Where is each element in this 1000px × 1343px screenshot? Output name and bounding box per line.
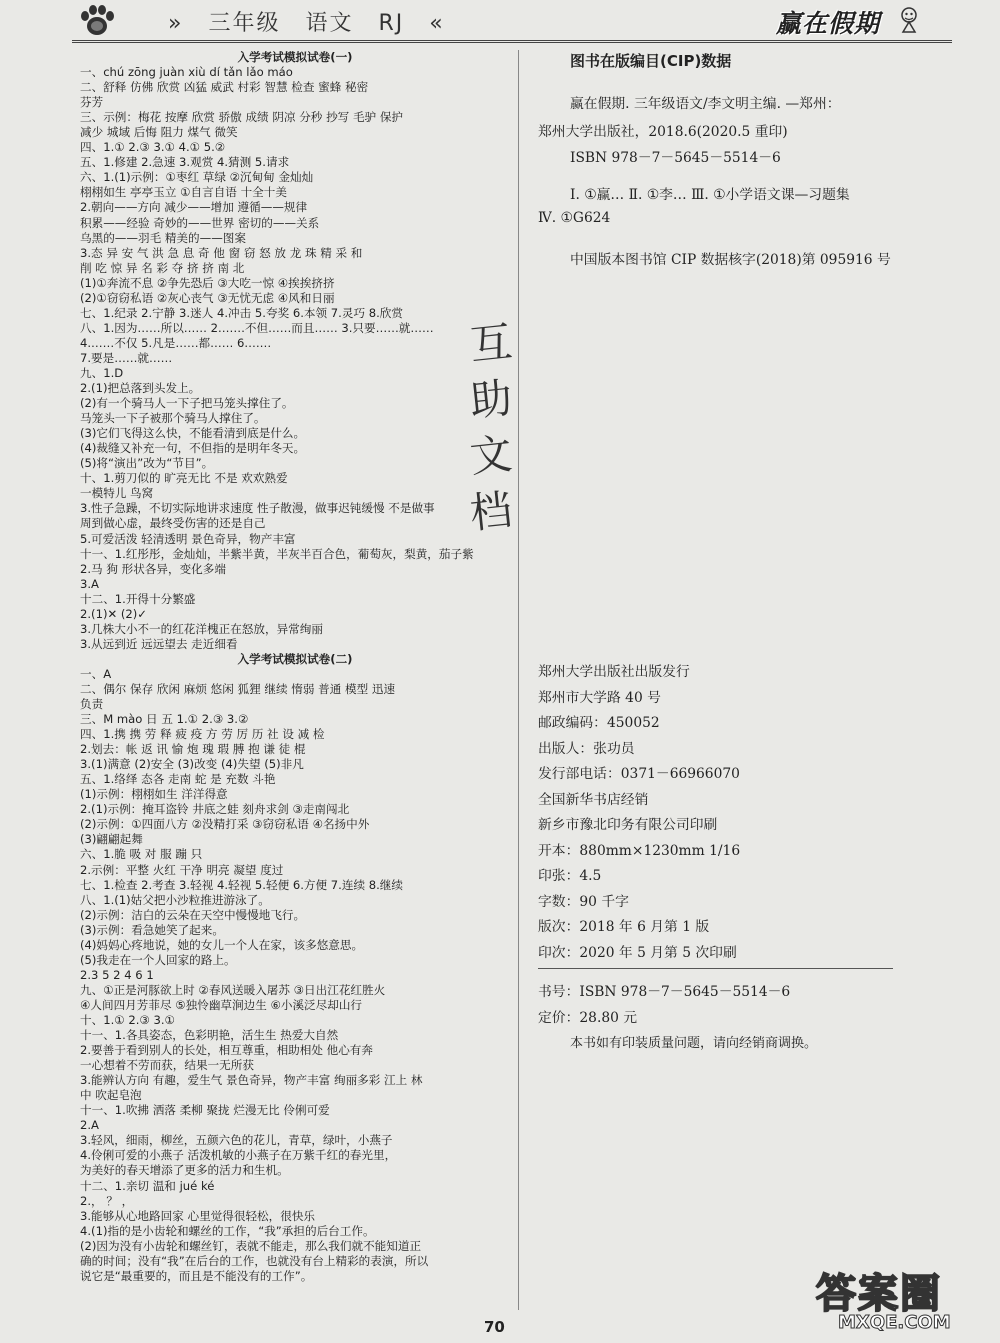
answer-line: 周到做心虚，最终受伤害的还是自己	[80, 516, 266, 531]
answer-line: 五、1.修建 2.急速 3.观赏 4.猜测 5.请求	[80, 155, 290, 170]
answer-line: 五、1.络绎 态各 走南 蛇 是 充数 斗艳	[80, 772, 276, 787]
publication-line: 邮政编码：450052	[538, 715, 660, 731]
handwritten-note	[467, 315, 530, 539]
answer-line: 4.……不仅 5.凡是……都…… 6.……	[80, 335, 272, 350]
answer-line: 一心想着不劳而获，结果一无所获	[80, 1058, 254, 1073]
publication-line: 版次：2018 年 6 月第 1 版	[538, 919, 710, 935]
answer-line: 确的时间；没有“我”在后台的工作，也就没有台上精彩的表演，所以	[80, 1253, 429, 1268]
brand-text: 赢在假期	[776, 9, 881, 38]
watermark-text: 答案圈	[816, 1271, 942, 1317]
paw-logo-icon	[78, 4, 116, 38]
answer-line: 5.可爱活泼 轻清透明 景色奇异，物产丰富	[80, 531, 296, 546]
cip-line: Ⅰ. ①赢… Ⅱ. ①李… Ⅲ. ①小学语文课—习题集	[570, 187, 850, 203]
answer-line: 3.性子急躁，不切实际地讲求速度 性子散漫，做事迟钝缓慢 不是做事	[80, 501, 435, 516]
answer-line: 六、1.(1)示例：①枣红 草绿 ②沉甸甸 金灿灿	[80, 170, 314, 185]
handwritten-char: 档	[467, 484, 515, 539]
answer-line: 减少 城域 后悔 阻力 煤气 微笑	[80, 125, 238, 140]
answer-line: 三、M mào 日 五 1.① 2.③ 3.②	[80, 712, 249, 727]
answer-line: 芬芳	[80, 95, 104, 110]
isbn-line: 书号：ISBN 978－7－5645－5514－6	[538, 984, 791, 1000]
cip-line: ISBN 978－7－5645－5514－6	[570, 150, 781, 166]
answer-line: 为美好的春天增添了更多的活力和生机。	[80, 1163, 289, 1178]
answer-line: 3.从远到近 远远望去 走近细看	[80, 636, 238, 651]
answer-line: 3.轻风，细雨，柳丝，五颜六色的花儿，青草，绿叶，小燕子	[80, 1133, 393, 1148]
answer-line: 说它是“最重要的，而且是不能没有的工作”。	[80, 1268, 313, 1283]
answer-line: (4)裁缝又补充一句，不但指的是明年冬天。	[80, 441, 306, 456]
answer-line: (2)示例：①四面八方 ②没精打采 ③窃窃私语 ④名扬中外	[80, 817, 370, 832]
watermark-url: MXQE.COM	[838, 1312, 951, 1333]
answer-line: 3.几株大小不一的红花洋槐正在怒放，异常绚丽	[80, 621, 323, 636]
publication-line: 郑州市大学路 40 号	[538, 689, 661, 706]
header-rule	[72, 40, 952, 43]
section-title: 入学考试模拟试卷(二)	[237, 651, 353, 666]
answer-line: 一模特儿 鸟窝	[80, 486, 154, 501]
answer-line: (2)因为没有小齿轮和螺丝钉，表就不能走，那么我们就不能知道正	[80, 1238, 422, 1253]
answer-line: (5)我走在一个人回家的路上。	[80, 952, 236, 967]
cip-line: 中国版本图书馆 CIP 数据核字(2018)第 095916 号	[570, 252, 891, 268]
price-line: 定价：28.80 元	[538, 1010, 638, 1026]
answer-line: 3.态 异 安 气 洪 急 息 奇 他 窗 窃 怒 放 龙 珠 精 采 和	[80, 245, 363, 260]
answer-line: 十、1.剪刀似的 旷亮无比 不是 欢欢熟爱	[80, 471, 288, 486]
answer-line: 八、1.(1)姑父把小沙粒推进游泳了。	[80, 892, 270, 907]
page-header	[0, 0, 1000, 44]
publication-line: 郑州大学出版社出版发行	[538, 664, 690, 680]
watermark	[808, 1262, 998, 1342]
answer-line: 积累——经验 奇妙的——世界 密切的——关系	[80, 215, 320, 230]
answer-line: 二、舒释 仿佛 欣赏 凶猛 威武 村彩 智慧 检查 蜜蜂 秘密	[80, 80, 369, 95]
header-deco-right: «	[429, 11, 445, 36]
answer-line: 十二、1.开得十分繁盛	[80, 591, 196, 606]
section-title: 入学考试模拟试卷(一)	[237, 50, 353, 64]
answer-line: 7.要是……就……	[80, 350, 173, 365]
answer-line: 十二、1.亲切 温和 jué ké	[80, 1178, 215, 1193]
publication-line: 开本：880mm×1230mm 1/16	[538, 842, 741, 859]
answer-line: 九、①正是河豚欲上时 ②春风送暖入屠苏 ③日出江花红胜火	[80, 982, 386, 997]
publication-line: 全国新华书店经销	[538, 791, 649, 808]
answer-line: 2.3 5 2 4 6 1	[80, 967, 154, 982]
subject-label: 语文	[305, 11, 354, 36]
cip-line: 郑州大学出版社，2018.6(2020.5 重印)	[538, 124, 788, 140]
answer-line: 2.A	[80, 1118, 99, 1133]
page-number: 70	[484, 1318, 505, 1336]
quality-notice: 本书如有印装质量问题，请向经销商调换。	[570, 1036, 818, 1051]
answer-line: 栩栩如生 亭亭玉立 ①自言自语 十全十美	[80, 185, 287, 200]
header-title	[168, 6, 461, 37]
answer-line: 四、1.① 2.③ 3.① 4.① 5.②	[80, 140, 226, 155]
publication-line: 发行部电话：0371－66966070	[538, 766, 740, 782]
grade-label: 三年级	[208, 11, 281, 36]
answer-line: (5)将“演出”改为“节目”。	[80, 456, 214, 471]
cip-line: Ⅳ. ①G624	[538, 210, 611, 226]
answer-line: 九、1.D	[80, 365, 124, 380]
answer-line: 马笼头一下子被那个骑马人撑住了。	[80, 411, 266, 426]
separator-line	[538, 968, 893, 969]
answer-line: 2.(1)把总落到头发上。	[80, 381, 201, 396]
answer-line: 六、1.脆 吸 对 服 蹦 只	[80, 847, 203, 862]
answer-line: (3)翩翩起舞	[80, 832, 143, 847]
answer-line: (4)妈妈心疼地说，她的女儿一个人在家，该多悠意思。	[80, 937, 364, 952]
answer-line: (1)①奔流不息 ②争先恐后 ③大吃一惊 ④挨挨挤挤	[80, 275, 335, 290]
answer-line: 2.(1)✕ (2)✓	[80, 606, 148, 621]
answer-line: (2)有一个骑马人一下子把马笼头撑住了。	[80, 396, 294, 411]
answer-line: 十一、1.吹拂 洒落 柔柳 聚拢 烂漫无比 伶俐可爱	[80, 1103, 330, 1118]
handwritten-char: 互	[467, 316, 515, 371]
handwritten-char: 助	[467, 372, 515, 427]
answer-line: 八、1.因为……所以…… 2.……不但……而且…… 3.只要……就……	[80, 320, 434, 335]
column-divider	[518, 50, 519, 1310]
answer-line: (2)①窃窃私语 ②灰心丧气 ③无忧无虑 ④风和日丽	[80, 290, 335, 305]
publication-line: 印张：4.5	[538, 868, 602, 884]
answer-line: ④人间四月芳菲尽 ⑤独怜幽草涧边生 ⑥小溪泛尽却山行	[80, 997, 363, 1012]
answer-line: 十一、1.红彤彤，金灿灿，半紫半黄，半灰半百合色，葡萄灰，梨黄，茄子紫	[80, 546, 474, 561]
answer-line: 4.伶俐可爱的小燕子 活泼机敏的小燕子在万紫千红的春光里，	[80, 1148, 397, 1163]
publication-line: 新乡市豫北印务有限公司印刷	[538, 817, 718, 833]
answer-line: (3)它们飞得这么快，不能看清到底是什么。	[80, 426, 306, 441]
answer-line: 十、1.① 2.③ 3.①	[80, 1013, 175, 1027]
character-icon	[898, 6, 920, 34]
answer-line: 3.能够从心地路回家 心里觉得很轻松，很快乐	[80, 1208, 316, 1223]
answer-line: 乌黑的——羽毛 精美的——图案	[80, 230, 246, 245]
edition-label: RJ	[378, 11, 405, 36]
answer-line: 2.马 狗 形状各异，变化多端	[80, 561, 226, 576]
answer-line: (1)示例：栩栩如生 洋洋得意	[80, 787, 228, 802]
answer-line: 二、偶尔 保存 欣闲 麻烦 悠闲 狐狸 继续 惰弱 普通 模型 迅速	[80, 681, 396, 696]
answer-line: 3.A	[80, 576, 99, 591]
cip-title: 图书在版编目(CIP)数据	[570, 52, 732, 70]
answer-line: 四、1.携 携 劳 释 疲 疫 方 劳 厉 历 社 设 减 检	[80, 727, 325, 742]
answer-line: 2.(1)示例：掩耳盗铃 井底之蛙 刻舟求剑 ③走南闯北	[80, 802, 350, 817]
answer-line: 七、1.检查 2.考查 3.轻视 4.轻视 5.轻便 6.方便 7.连续 8.继续	[80, 877, 403, 892]
header-deco-left: »	[168, 11, 184, 36]
answer-line: 3.(1)满意 (2)安全 (3)改变 (4)失望 (5)非凡	[80, 757, 304, 772]
answer-line: 一、chú zōng juàn xiù dí tǎn lǎo máo	[80, 65, 293, 80]
answer-line: 负责	[80, 697, 104, 712]
cip-line: 赢在假期. 三年级语文/李文明主编. —郑州：	[570, 96, 841, 112]
answer-line: 七、1.纪录 2.宁静 3.迷人 4.冲击 5.夸奖 6.本领 7.灵巧 8.欣赏	[80, 305, 403, 320]
publication-line: 出版人：张功员	[538, 740, 635, 757]
publication-line: 字数：90 千字	[538, 893, 629, 910]
answer-line: 一、A	[80, 666, 112, 681]
answer-line: (3)示例：看急她笑了起来。	[80, 922, 224, 937]
answer-line: 3.能辨认方向 有趣，爱生气 景色奇异，物产丰富 绚丽多彩 江上 林	[80, 1073, 423, 1088]
answer-line: 2.划去：帐 返 讯 愉 炮 瑰 瑕 膊 抱 谦 徒 棍	[80, 742, 306, 757]
answer-line: 中 吹起皂泡	[80, 1088, 142, 1103]
publication-line: 印次：2020 年 5 月第 5 次印刷	[538, 944, 737, 961]
answer-line: 4.(1)指的是小齿轮和螺丝的工作，“我”承担的后台工作。	[80, 1223, 375, 1238]
answer-line: 十一、1.各具姿态，色彩明艳，活生生 热爱大自然	[80, 1028, 339, 1043]
answer-line: 三、示例：梅花 按摩 欣赏 骄傲 成绩 阴凉 分秒 抄写 毛驴 保护	[80, 110, 404, 125]
answer-line: 2.要善于看到别人的长处，相互尊重，相助相处 他心有奔	[80, 1043, 373, 1058]
answer-key-column	[80, 50, 510, 1284]
answer-line: 2.， ？ ，	[80, 1193, 134, 1208]
answer-line: 2.朝向——方向 减少——增加 遵循——规律	[80, 200, 308, 215]
answer-line: 削 吃 惊 异 名 彩 夺 挤 挤 南 北	[80, 260, 245, 275]
answer-line: 2.示例：平整 火红 干净 明亮 凝望 度过	[80, 862, 284, 877]
brand-logo	[770, 0, 920, 40]
answer-line: (2)示例：洁白的云朵在天空中慢慢地飞行。	[80, 907, 306, 922]
handwritten-char: 文	[467, 428, 515, 483]
